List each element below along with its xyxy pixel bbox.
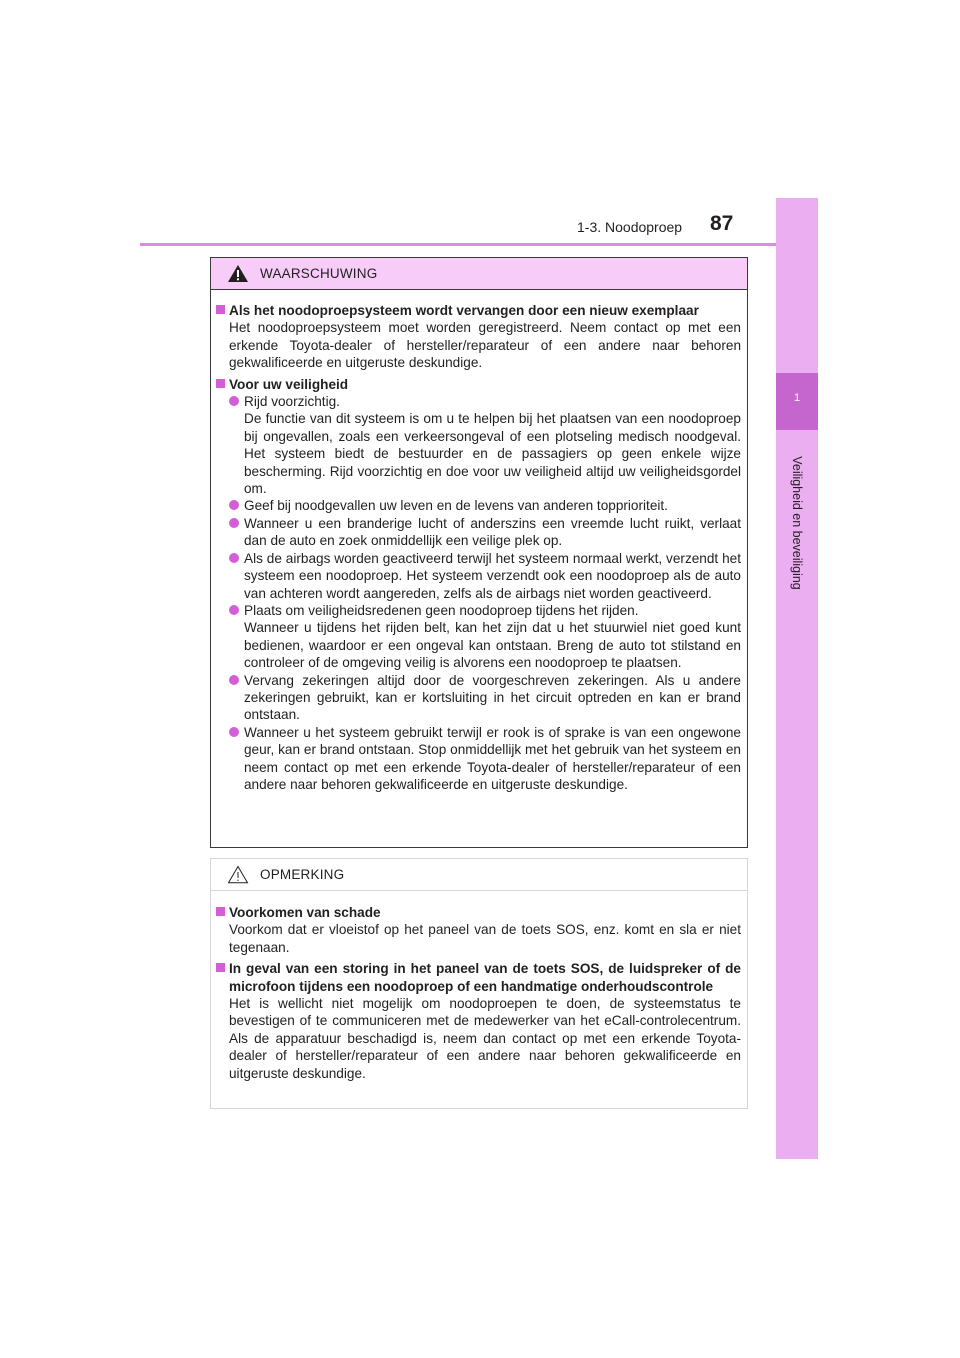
warning-header	[211, 258, 747, 290]
side-tab-strip	[776, 198, 818, 1159]
warning-body	[211, 290, 747, 793]
note-item-heading: Voorkomen van schade	[229, 905, 381, 920]
note-header	[211, 859, 747, 891]
note-body	[211, 891, 747, 1082]
warning-bullet-list	[216, 393, 741, 793]
bullet-text: De functie van dit systeem is om u te helpen bij het plaatsen van een noodoproep bij ongevallen, zoals een verkeersongeval of een plotseling medisch noodgeval. Het systeem biedt de bestuurder en de passagiers op geen enkele wijze bescherming. Rijd voorzichtig en doe voor uw veiligheid altijd uw veiligheidsgordel om.	[244, 411, 741, 497]
square-bullet-icon	[216, 379, 225, 388]
section-title: 1-3. Noodoproep	[577, 219, 683, 235]
note-item	[216, 960, 741, 1082]
warning-item	[216, 302, 741, 372]
header-divider	[140, 243, 818, 246]
bullet-text: Wanneer u tijdens het rijden belt, kan het zijn dat u het stuurwiel niet goed kunt bedienen, waardoor er een ongeval kan ontstaan. Breng de auto tot stilstand en controleer of de omgeving veilig is alvorens een noodoproep te plaatsen.	[244, 620, 741, 671]
note-item-heading: In geval van een storing in het paneel van de toets SOS, de luidspreker of de microfoon tijdens een noodoproep of een handmatige onderhoudscontrole	[229, 961, 741, 994]
bullet-item	[229, 497, 741, 514]
round-bullet-icon	[229, 727, 239, 737]
note-box	[210, 858, 748, 1109]
bullet-lead: Rijd voorzichtig.	[244, 394, 340, 410]
square-bullet-icon	[216, 305, 225, 314]
bullet-lead: Plaats om veiligheidsredenen geen noodoproep tijdens het rijden.	[244, 602, 639, 618]
round-bullet-icon	[229, 518, 239, 528]
bullet-lead: Wanneer u een branderige lucht of anderszins een vreemde lucht ruikt, verlaat dan de auto en zoek onmiddellijk een veilige plek op.	[244, 515, 741, 549]
round-bullet-icon	[229, 500, 239, 510]
note-item	[216, 904, 741, 956]
bullet-item	[229, 393, 741, 497]
bullet-item	[229, 672, 741, 724]
page-number: 87	[710, 212, 734, 235]
bullet-item	[229, 515, 741, 550]
note-item-text: Voorkom dat er vloeistof op het paneel van de toets SOS, enz. komt en sla er niet tegenaan.	[229, 922, 741, 955]
warning-item-heading: Voor uw veiligheid	[229, 376, 349, 392]
warning-title: WAARSCHUWING	[260, 266, 378, 281]
warning-triangle-icon	[227, 264, 249, 283]
warning-item	[216, 376, 741, 794]
bullet-lead: Wanneer u het systeem gebruikt terwijl er rook is of sprake is van een ongewone geur, kan er brand ontstaan. Stop onmiddellijk met het gebruik van het systeem en neem contact op met een erkende Toyota-dealer of hersteller/reparateur of een andere naar behoren gekwalificeerde en uitgeruste deskundige.	[244, 724, 741, 792]
round-bullet-icon	[229, 605, 239, 615]
note-item-text: Het is wellicht niet mogelijk om noodoproepen te doen, de systeemstatus te bevestigen of te communiceren met de medewerker van het eCall-controlecentrum. Als de apparatuur beschadigd is, neem dan contact op met een erkende Toyota-dealer of hersteller/reparateur of een andere naar behoren gekwalificeerde en uitgeruste deskundige.	[229, 996, 741, 1081]
bullet-item	[229, 724, 741, 794]
side-tab-chapter-number: 1	[793, 392, 801, 404]
warning-item-heading: Als het noodoproepsysteem wordt vervangen door een nieuw exemplaar	[229, 303, 699, 318]
bullet-lead: Als de airbags worden geactiveerd terwijl het systeem normaal werkt, verzendt het systeem een noodoproep. Het systeem verzendt ook een noodoproep als de auto van achteren wordt aangereden, zelfs als de airbags niet worden geactiveerd.	[244, 550, 741, 601]
caution-triangle-outline-icon	[227, 865, 249, 884]
warning-box	[210, 257, 748, 848]
side-tab-chapter-title: Veiligheid en beveiliging	[790, 456, 804, 590]
note-title: OPMERKING	[260, 867, 345, 882]
bullet-lead: Vervang zekeringen altijd door de voorgeschreven zekeringen. Als u andere zekeringen gebruikt, kan er kortsluiting in het circuit optreden en kan er brand ontstaan.	[244, 672, 741, 723]
square-bullet-icon	[216, 907, 225, 916]
round-bullet-icon	[229, 553, 239, 563]
round-bullet-icon	[229, 396, 239, 406]
warning-item-text: Het noodoproepsysteem moet worden geregistreerd. Neem contact op met een erkende Toyota-dealer of hersteller/reparateur of een andere naar behoren gekwalificeerde en uitgeruste deskundige.	[229, 320, 741, 371]
square-bullet-icon	[216, 963, 225, 972]
round-bullet-icon	[229, 675, 239, 685]
bullet-lead: Geef bij noodgevallen uw leven en de levens van anderen topprioriteit.	[244, 498, 668, 514]
bullet-item	[229, 602, 741, 672]
bullet-item	[229, 550, 741, 602]
